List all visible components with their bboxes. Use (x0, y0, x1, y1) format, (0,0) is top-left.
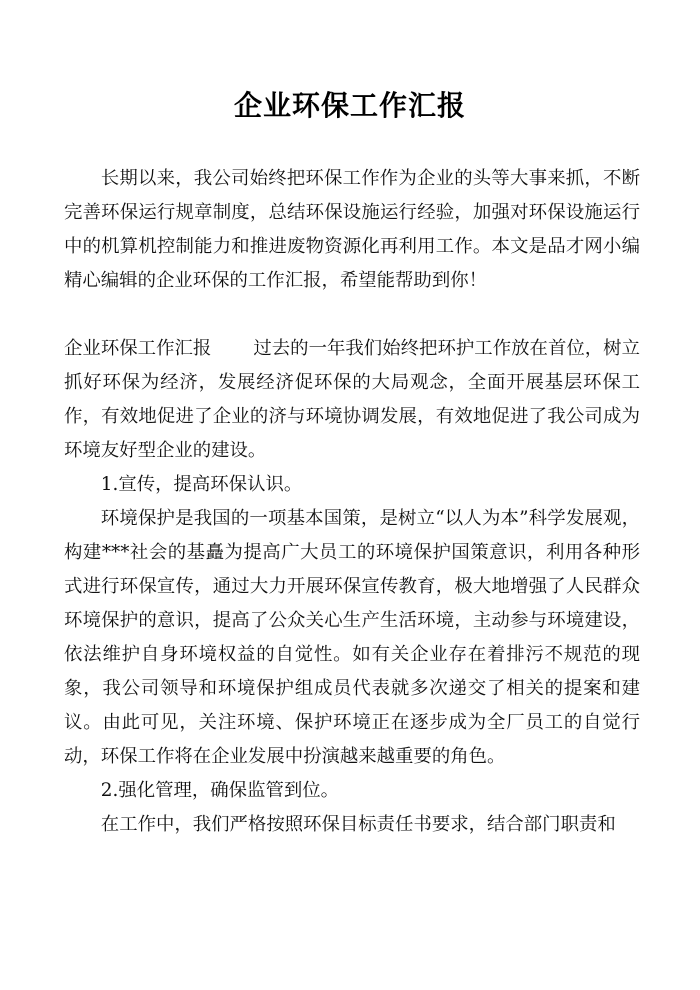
section-heading: 企业环保工作汇报 (64, 338, 212, 359)
paragraph-spacer (64, 298, 640, 332)
document-title: 企业环保工作汇报 (233, 89, 466, 122)
item2-heading: 2.强化管理，确保监管到位。 (100, 780, 340, 801)
item1-heading: 1.宣传，提高环保认识。 (100, 474, 303, 495)
item2-body: 在工作中，我们严格按照环保目标责任书要求，结合部门职责和 (100, 814, 616, 835)
section-lead-text: 过去的一年我们始终把环护工作放在首位，树立抓好环保为经济，发展经济促环保的大局观念，全面开展基层环保工作，有效地促进了企业的济与环境协调发展，有效地促进了我公司成为环境友好型企业的建设。 (64, 338, 640, 461)
intro-paragraph: 长期以来，我公司始终把环保工作作为企业的头等大事来抓，不断完善环保运行规章制度，总结环保设施运行经验，加强对环保设施运行中的机算机控制能力和推进废物资源化再利用工作。本文是品才网小编精心编辑的企业环保的工作汇报，希望能帮助到你！ (64, 168, 640, 291)
section-paragraph (64, 332, 640, 468)
item1-body: 环境保护是我国的一项基本国策，是树立“以人为本”科学发展观，构建***社会的基矗为提高广大员工的环境保护国策意识，利用各种形式进行环保宣传，通过大力开展环保宣传教育，极大地增强了人民群众环境保护的意识，提高了公众关心生产生活环境，主动参与环境建设，依法维护自身环境权益的自觉性。如有关企业存在着排污不规范的现象，我公司领导和环境保护组成员代表就多次递交了相关的提案和建议。由此可见，关注环境、保护环境正在逐步成为全厂员工的自觉行动，环保工作将在企业发展中扮演越来越重要的角色。 (64, 508, 640, 767)
document-body (64, 162, 640, 842)
